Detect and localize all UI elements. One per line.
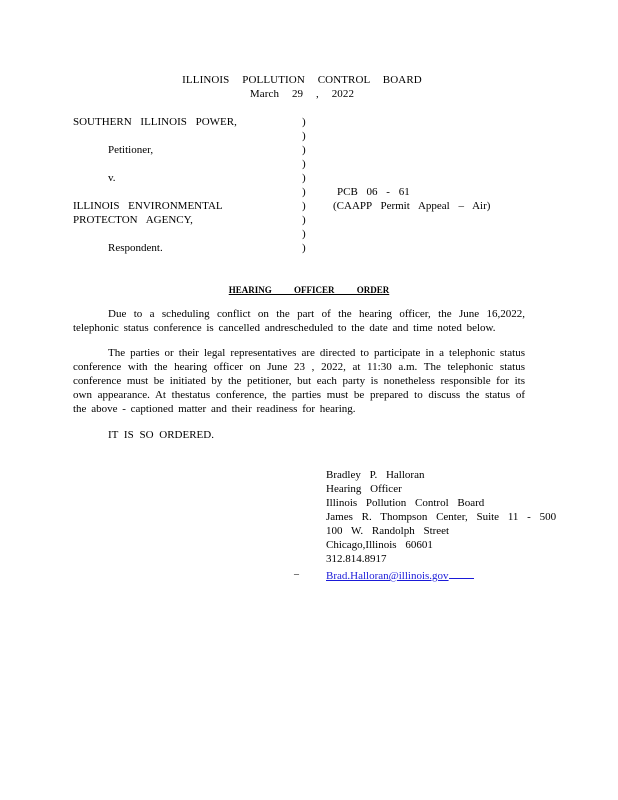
versus-label: v. (108, 172, 116, 184)
signature-title: Hearing Officer (326, 483, 402, 495)
signature-city: Chicago,Illinois 60601 (326, 539, 433, 551)
signature-address2: 100 W. Randolph Street (326, 525, 450, 537)
case-type: (CAAPP Permit Appeal – Air) (333, 200, 491, 212)
paragraph-line: telephonic status conference is cancelled andrescheduled to the date and time noted below. (73, 322, 496, 334)
caption-paren: ) (302, 158, 306, 170)
respondent-name-line2: PROTECTON AGENCY, (73, 214, 193, 226)
respondent-name-line1: ILLINOIS ENVIRONMENTAL (73, 200, 223, 212)
caption-paren: ) (302, 116, 306, 128)
petitioner-label: Petitioner, (108, 144, 154, 156)
paragraph-line: conference must be initiated by the petitioner, but each party is nonetheless responsible for its (73, 375, 525, 387)
paragraph-line: The parties or their legal representatives are directed to participate in a telephonic status (108, 347, 525, 359)
order-date: March 29 , 2022 (249, 88, 355, 100)
paragraph-line: the above - captioned matter and their readiness for hearing. (73, 403, 356, 415)
signature-name: Bradley P. Halloran (326, 469, 425, 481)
caption-paren: ) (302, 200, 306, 212)
caption-paren: ) (302, 172, 306, 184)
caption-paren: ) (302, 144, 306, 156)
signature-org: Illinois Pollution Control Board (326, 497, 485, 509)
email-link[interactable]: Brad.Halloran@illinois.gov (326, 570, 449, 582)
caption-paren: ) (302, 186, 306, 198)
signature-address1: James R. Thompson Center, Suite 11 - 500 (326, 511, 557, 523)
closing-statement: IT IS SO ORDERED. (108, 429, 214, 441)
order-title: HEARING OFFICER ORDER (228, 285, 390, 295)
respondent-label: Respondent. (108, 242, 163, 254)
petitioner-name: SOUTHERN ILLINOIS POWER, (73, 116, 237, 128)
caption-paren: ) (302, 214, 306, 226)
case-number: PCB 06 - 61 (337, 186, 410, 198)
caption-paren: ) (302, 130, 306, 142)
signature-phone: 312.814.8917 (326, 553, 387, 565)
paragraph-line: conference with the hearing officer on June 23 , 2022, at 11:30 a.m. The telephonic status (73, 361, 525, 373)
paragraph-line: Due to a scheduling conflict on the part of the hearing officer, the June 16,2022, (108, 308, 525, 320)
caption-paren: ) (302, 228, 306, 240)
paragraph-line: own appearance. At thestatus conference, the parties must be prepared to discuss the status of (73, 389, 525, 401)
email-underline-trail (449, 566, 474, 579)
board-heading: ILLINOIS POLLUTION CONTROL BOARD (182, 74, 422, 86)
caption-paren: ) (302, 242, 306, 254)
signature-dash: _ (294, 565, 299, 576)
signature-email-row (326, 566, 474, 583)
